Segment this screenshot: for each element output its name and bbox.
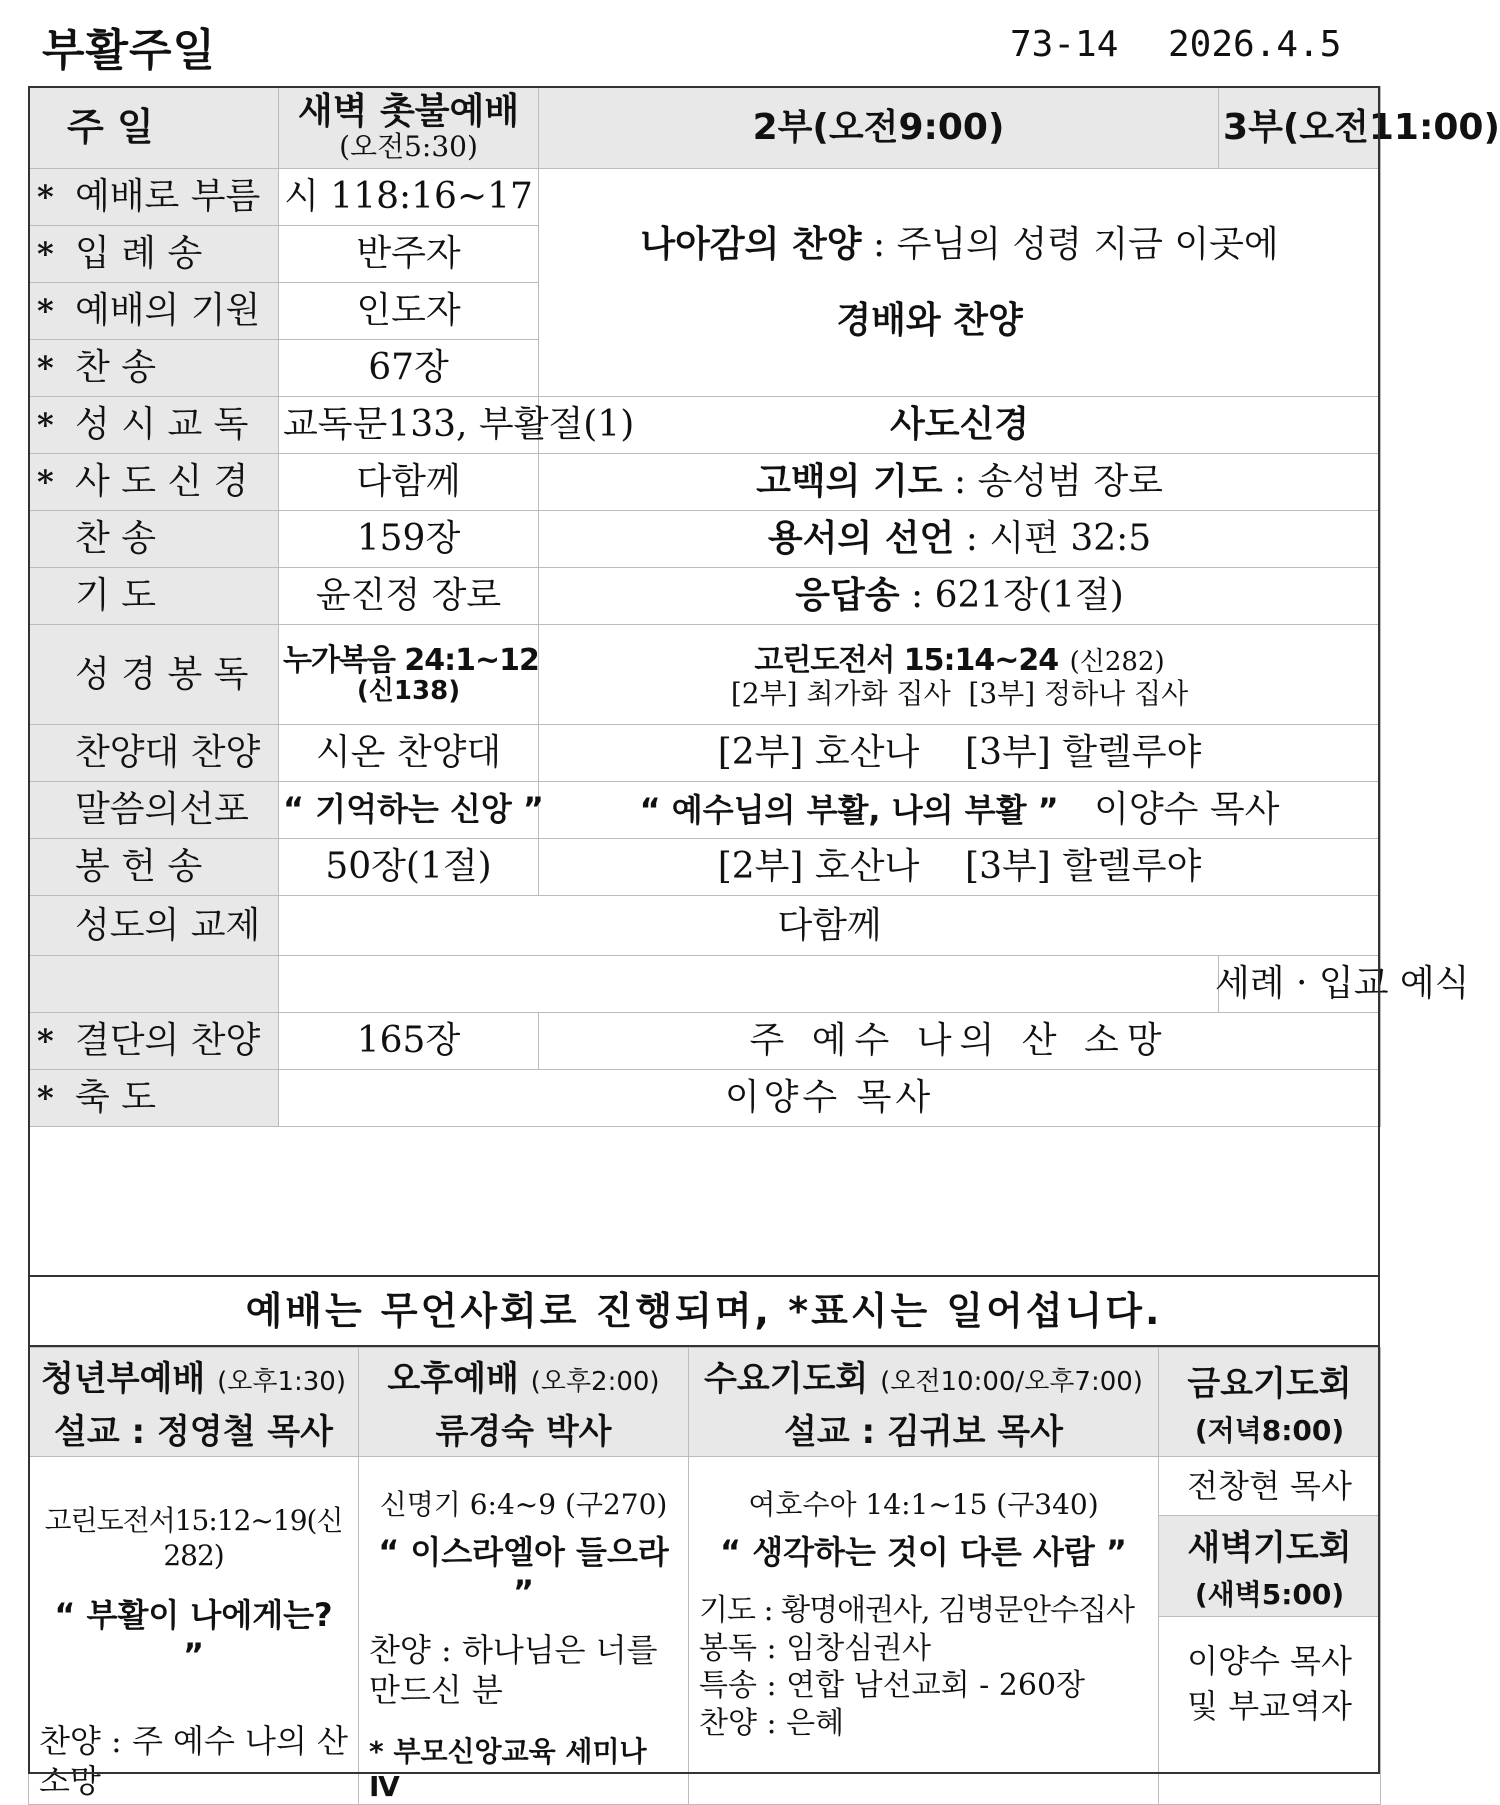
friday-title: 금요기도회 xyxy=(1187,1363,1352,1404)
label-scripture: 성 경 봉 독 xyxy=(29,625,279,725)
label-hymn2: 찬 송 xyxy=(29,511,279,568)
wednesday-preacher: 설교 : 김귀보 목사 xyxy=(783,1412,1063,1452)
dawn-hymn1: 67장 xyxy=(279,340,539,397)
dawn-prayer-preacher1: 이양수 목사 xyxy=(1187,1642,1352,1680)
label-prayer: 기 도 xyxy=(29,568,279,625)
pardon-value: 시편 32:5 xyxy=(989,518,1152,560)
afternoon-title: 오후예배 xyxy=(387,1359,519,1399)
fellowship-all: 다함께 xyxy=(279,896,1381,956)
main-offering: [2부] 호산나 [3부] 할렐루야 xyxy=(539,839,1381,896)
label-blessing: * 축 도 xyxy=(29,1070,279,1127)
dawn-prayer-time: (새벽5:00) xyxy=(1194,1577,1345,1611)
dawn-choir: 시온 찬양대 xyxy=(279,725,539,782)
pardon-label: 용서의 선언 xyxy=(767,518,955,560)
dawn-hymn2: 159장 xyxy=(279,511,539,568)
dawn-creed: 다함께 xyxy=(279,454,539,511)
label-commitment: * 결단의 찬양 xyxy=(29,1013,279,1070)
friday-time: (저녁8:00) xyxy=(1194,1413,1345,1447)
main-scripture-ref: 고린도전서 15:14~24 xyxy=(754,643,1059,679)
label-offering: 봉 헌 송 xyxy=(29,839,279,896)
label-hymn1: * 찬 송 xyxy=(29,340,279,397)
label-creed: * 사 도 신 경 xyxy=(29,454,279,511)
wednesday-time: (오전10:00/오후7:00) xyxy=(880,1367,1143,1397)
dawn-prayer-title: 새벽기도회 xyxy=(1187,1527,1352,1568)
baptism-value: 세례 · 입교 예식 xyxy=(1215,963,1470,1005)
label-reading: * 성 시 교 독 xyxy=(29,397,279,454)
dawn-reading: 교독문133, 부활절(1) xyxy=(279,397,539,454)
label-call: * 예배로 부름 xyxy=(29,169,279,226)
scripture-readers: [2부] 최가화 집사 [3부] 정하나 집사 xyxy=(730,676,1189,710)
youth-preacher: 설교 : 정영철 목사 xyxy=(53,1412,333,1452)
third-service-label: 3부(오전11:00) xyxy=(1223,106,1500,148)
dawn-prayer: 윤진정 장로 xyxy=(279,568,539,625)
confession-value: 송성범 장로 xyxy=(977,461,1163,503)
youth-title: 청년부예배 xyxy=(41,1359,206,1399)
dawn-prayer-preacher2: 및 부교역자 xyxy=(1187,1686,1352,1725)
dawn-entrance: 반주자 xyxy=(279,226,539,283)
response-label: 응답송 xyxy=(795,575,900,617)
bulletin-date: 2026.4.5 xyxy=(1168,24,1342,65)
afternoon-quote: “ 이스라엘아 들으라 ” xyxy=(378,1533,669,1611)
praise-block: 나아감의 찬양 : 주님의 성령 지금 이곳에 경배와 찬양 xyxy=(539,169,1381,397)
worship-praise: 경배와 찬양 xyxy=(836,299,1023,341)
label-fellowship: 성도의 교제 xyxy=(29,896,279,956)
response-cell: 응답송 : 621장(1절) xyxy=(539,568,1381,625)
second-service-header: 2부(오전9:00) xyxy=(539,87,1219,169)
standing-mark: * xyxy=(37,178,54,217)
afternoon-ref: 신명기 6:4~9 (구270) xyxy=(379,1488,668,1521)
youth-time: (오후1:30) xyxy=(217,1367,346,1397)
wednesday-title: 수요기도회 xyxy=(704,1359,869,1399)
label-sermon: 말씀의선포 xyxy=(29,782,279,839)
wednesday-prayer: 기도 : 황명애권사, 김병문안수집사 xyxy=(699,1593,1134,1628)
main-creed: 사도신경 xyxy=(539,397,1381,454)
response-value: 621장(1절) xyxy=(934,575,1124,617)
main-choir: [2부] 호산나 [3부] 할렐루야 xyxy=(539,725,1381,782)
outer-frame xyxy=(28,86,1380,1774)
blessing-value: 이양수 목사 xyxy=(279,1070,1381,1127)
youth-ref: 고린도전서15:12~19(신282) xyxy=(44,1504,343,1572)
main-scripture-page: (신282) xyxy=(1069,647,1165,678)
afternoon-hymn: 찬양 : 하나님은 너를 만드신 분 xyxy=(369,1631,658,1709)
wednesday-hymn: 찬양 : 은혜 xyxy=(699,1705,845,1741)
dawn-scripture-ref: 누가복음 24:1~12 xyxy=(283,642,539,678)
bulletin-title: 부활주일 xyxy=(42,25,217,76)
afternoon-seminar: * 부모신앙교육 세미나 Ⅳ xyxy=(369,1735,647,1803)
confession-cell: 고백의 기도 : 송성범 장로 xyxy=(539,454,1381,511)
dawn-time: (오전5:30) xyxy=(339,129,478,163)
sunday-label: 주 일 xyxy=(67,104,154,149)
commitment-hymn: 165장 xyxy=(279,1013,539,1070)
dawn-offering: 50장(1절) xyxy=(279,839,539,896)
friday-preacher: 전창현 목사 xyxy=(1159,1457,1380,1516)
dawn-scripture-page: (신138) xyxy=(356,675,461,706)
wednesday-special: 특송 : 연합 남선교회 - 260장 xyxy=(699,1668,1086,1703)
youth-quote: “ 부활이 나에게는? ” xyxy=(54,1596,333,1674)
praise-label: 나아감의 찬양 xyxy=(640,223,862,265)
afternoon-time: (오후2:00) xyxy=(530,1367,660,1397)
standing-notice: 예배는 무언사회로 진행되며, *표시는 일어섭니다. xyxy=(28,1275,1380,1347)
confession-label: 고백의 기도 xyxy=(756,461,943,503)
dawn-call: 시 118:16~17 xyxy=(279,169,539,226)
wednesday-quote: “ 생각하는 것이 다른 사람 ” xyxy=(720,1533,1127,1571)
wednesday-reader: 봉독 : 임창심권사 xyxy=(699,1630,932,1666)
wednesday-ref: 여호수아 14:1~15 (구340) xyxy=(748,1488,1099,1521)
sermon-preacher: 이양수 목사 xyxy=(1094,789,1280,831)
label-entrance: * 입 례 송 xyxy=(29,226,279,283)
commitment-title: 주 예수 나의 산 소망 xyxy=(539,1013,1381,1070)
dawn-invocation: 인도자 xyxy=(279,283,539,340)
praise-value: 주님의 성령 지금 이곳에 xyxy=(896,223,1279,265)
dawn-sermon: “ 기억하는 신앙 ” xyxy=(279,782,539,839)
label-invocation: * 예배의 기원 xyxy=(29,283,279,340)
afternoon-preacher: 류경숙 박사 xyxy=(435,1412,612,1452)
pardon-cell: 용서의 선언 : 시편 32:5 xyxy=(539,511,1381,568)
youth-hymn: 찬양 : 주 예수 나의 산 소망 xyxy=(39,1722,348,1800)
issue-number: 73-14 xyxy=(1010,24,1119,65)
sermon-title: “ 예수님의 부활, 나의 부활 ” xyxy=(639,791,1059,830)
dawn-title: 새벽 촛불예배 xyxy=(297,91,520,133)
label-choir: 찬양대 찬양 xyxy=(29,725,279,782)
